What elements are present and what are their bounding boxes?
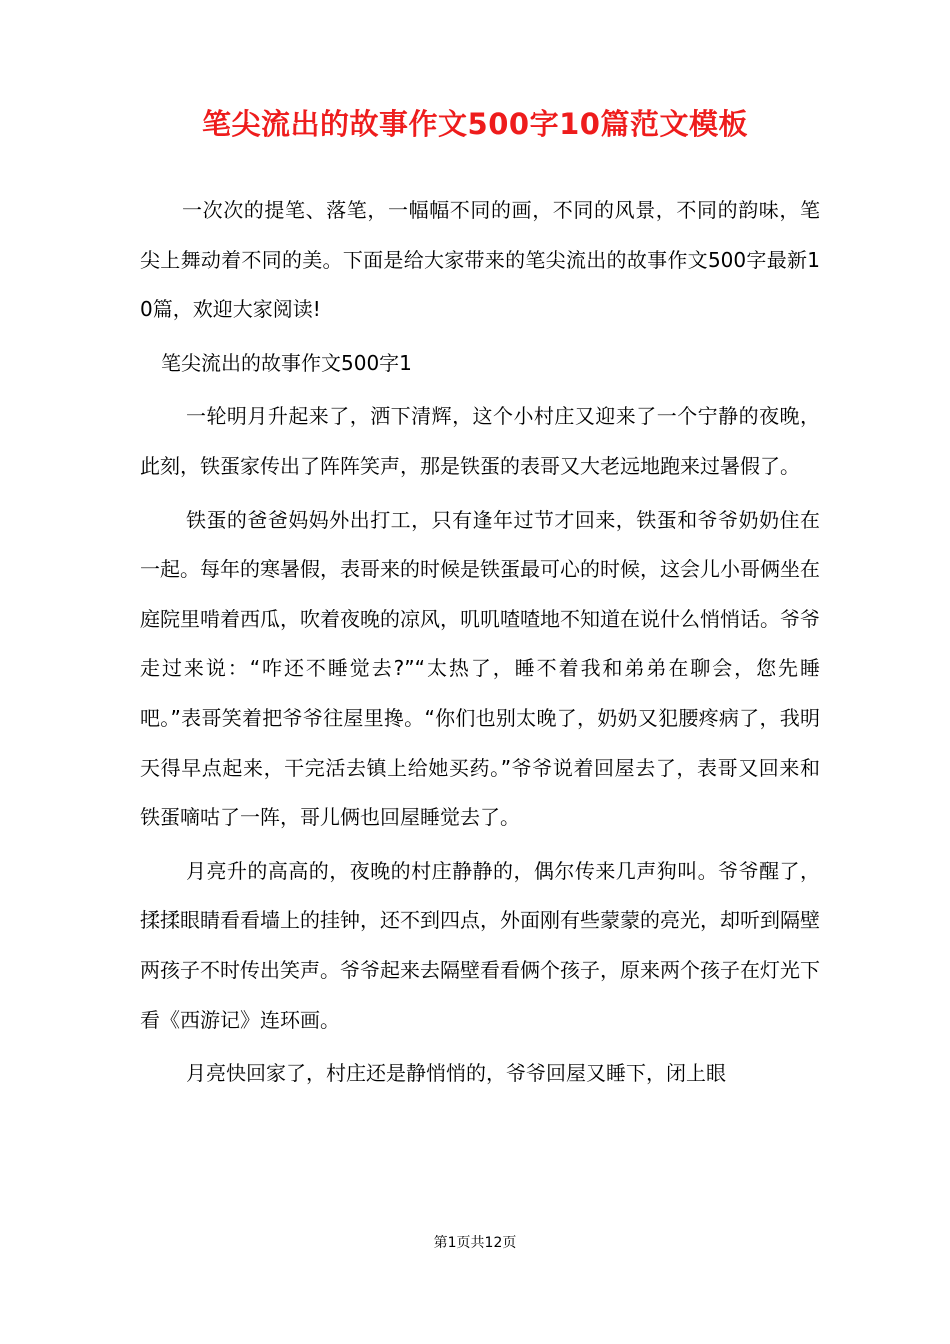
document-title: 笔尖流出的故事作文500字10篇范文模板 [202, 107, 748, 141]
body-paragraph: 铁蛋的爸爸妈妈外出打工，只有逢年过节才回来，铁蛋和爷爷奶奶住在一起。每年的寒暑假，表哥来的时候是铁蛋最可心的时候，这会儿小哥俩坐在庭院里啃着西瓜，吹着夜晚的凉风，叽叽喳喳地不知道在说什么悄悄话。爷爷走过来说：“咋还不睡觉去?”“太热了，睡不着我和弟弟在聊会，您先睡吧。”表哥笑着把爷爷往屋里搀。“你们也别太晚了，奶奶又犯腰疼病了，我明天得早点起来，干完活去镇上给她买药。”爷爷说着回屋去了，表哥又回来和铁蛋嘀咕了一阵，哥儿俩也回屋睡觉去了。 [140, 507, 820, 830]
page-number-footer: 第1页共12页 [433, 1235, 517, 1251]
intro-paragraph: 一次次的提笔、落笔，一幅幅不同的画，不同的风景，不同的韵味，笔尖上舞动着不同的美。下面是给大家带来的笔尖流出的故事作文500字最新10篇，欢迎大家阅读! [140, 198, 820, 322]
body-paragraph: 月亮快回家了，村庄还是静悄悄的，爷爷回屋又睡下，闭上眼 [186, 1061, 726, 1086]
document-body [140, 186, 820, 1099]
body-paragraph: 月亮升的高高的，夜晚的村庄静静的，偶尔传来几声狗叫。爷爷醒了，揉揉眼睛看看墙上的挂钟，还不到四点，外面刚有些蒙蒙的亮光，却听到隔壁两孩子不时传出笑声。爷爷起来去隔壁看看俩个孩子，原来两个孩子在灯光下看《西游记》连环画。 [140, 858, 820, 1032]
section-heading: 笔尖流出的故事作文500字1 [161, 350, 412, 375]
body-paragraph: 一轮明月升起来了，洒下清辉，这个小村庄又迎来了一个宁静的夜晚，此刻，铁蛋家传出了阵阵笑声，那是铁蛋的表哥又大老远地跑来过暑假了。 [140, 404, 820, 478]
